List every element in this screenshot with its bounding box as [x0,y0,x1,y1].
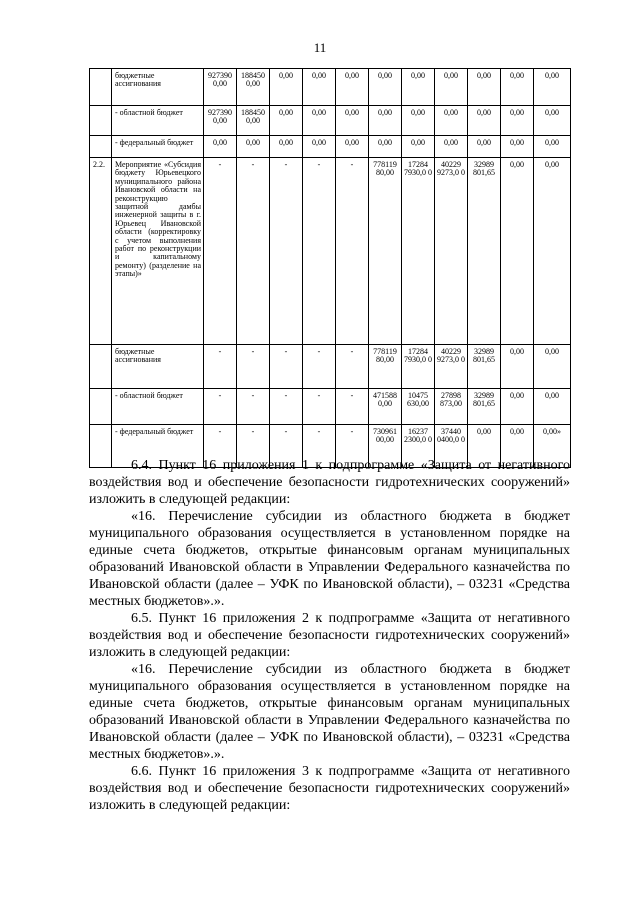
paragraph: «16. Перечисление субсидии из областного бюджета в бюджет муниципального образования осуществляется в установленном порядке на единые счета бюджетов, открытые финансовым органам муниципальных образований Ивановской области в Управлении Федерального казначейства по Ивановской области (далее – УФК по Ивановской области), – 03231 «Средства местных бюджетов».». [89,509,570,609]
value-cell: 0,00 [402,136,435,158]
value-cell: - [204,345,237,389]
row-number-cell: 2.2. [90,158,112,345]
value-cell: 0,00 [435,136,468,158]
value-cell: - [204,389,237,425]
row-description-cell: - областной бюджет [112,106,204,136]
paragraph: 6.4. Пункт 16 приложения 1 к подпрограмме «Защита от негативного воздействия вод и обеспечение безопасности гидротехнических сооружений» изложить в следующей редакции: [89,458,570,507]
value-cell: - [270,345,303,389]
paragraph: «16. Перечисление субсидии из областного бюджета в бюджет муниципального образования осуществляется в установленном порядке на единые счета бюджетов, открытые финансовым органам муниципальных образований Ивановской области в Управлении Федерального казначейства по Ивановской области (далее – УФК по Ивановской области), – 03231 «Средства местных бюджетов».». [89,662,570,762]
value-cell: - [237,389,270,425]
value-cell: 0,00 [303,69,336,106]
value-cell: 778119 80,00 [369,158,402,345]
value-cell: 0,00 [501,136,534,158]
value-cell: - [270,389,303,425]
value-cell: 0,00 [435,69,468,106]
value-cell: 32989 801,65 [468,345,501,389]
value-cell: - [237,345,270,389]
paragraph: 6.6. Пункт 16 приложения 3 к подпрограмме «Защита от негативного воздействия вод и обеспечение безопасности гидротехнических сооружений» изложить в следующей редакции: [89,764,570,813]
value-cell: 0,00 [336,69,369,106]
value-cell: 0,00 [501,69,534,106]
value-cell: 0,00 [468,106,501,136]
value-cell: 0,00 [501,106,534,136]
value-cell: 471588 0,00 [369,389,402,425]
row-description-cell: - областной бюджет [112,389,204,425]
value-cell: 0,00 [501,158,534,345]
value-cell: 778119 80,00 [369,345,402,389]
value-cell: 0,00 [468,425,501,468]
value-cell: - [237,425,270,468]
value-cell: 0,00 [270,136,303,158]
row-number-cell [90,389,112,425]
budget-table-body [90,69,571,468]
value-cell: 0,00 [336,136,369,158]
value-cell: 37440 0400,0 0 [435,425,468,468]
value-cell: 188450 0,00 [237,106,270,136]
table-row [90,106,571,136]
value-cell: 40229 9273,0 0 [435,158,468,345]
value-cell: 17284 7930,0 0 [402,345,435,389]
value-cell: 0,00 [534,136,571,158]
row-description-cell: бюджетные ассигнования [112,345,204,389]
value-cell: - [336,389,369,425]
value-cell: - [237,158,270,345]
value-cell: - [204,425,237,468]
row-description-cell: Мероприятие «Субсидия бюджету Юрьевецкого муниципального района Ивановской области на реконструкцию защитной дамбы инженерной защиты в г. Юрьевец Ивановской области (корректировку с учетом выполнения работ по реконструкции и капитальному ремонту) (разделение на этапы)» [112,158,204,345]
budget-table [89,68,571,468]
value-cell: 0,00 [336,106,369,136]
paragraph: 6.5. Пункт 16 приложения 2 к подпрограмме «Защита от негативного воздействия вод и обеспечение безопасности гидротехнических сооружений» изложить в следующей редакции: [89,611,570,660]
row-description-cell: - федеральный бюджет [112,136,204,158]
value-cell: 0,00 [468,136,501,158]
value-cell: 0,00 [534,389,571,425]
value-cell: - [270,425,303,468]
value-cell: 0,00 [534,345,571,389]
value-cell: - [336,425,369,468]
value-cell: 0,00 [303,136,336,158]
table-row [90,345,571,389]
value-cell: 0,00 [270,106,303,136]
value-cell: - [303,345,336,389]
value-cell: 188450 0,00 [237,69,270,106]
value-cell: 0,00 [402,106,435,136]
row-description-cell: - федеральный бюджет [112,425,204,468]
table-row [90,389,571,425]
value-cell: 0,00 [204,136,237,158]
value-cell: 0,00 [369,106,402,136]
value-cell: 32989 801,65 [468,158,501,345]
document-body [89,457,570,814]
value-cell: 0,00 [468,69,501,106]
value-cell: 927390 0,00 [204,106,237,136]
value-cell: - [270,158,303,345]
value-cell: - [303,158,336,345]
table-row [90,69,571,106]
table-row [90,136,571,158]
value-cell: - [336,345,369,389]
value-cell: 0,00 [534,106,571,136]
value-cell: 0,00 [237,136,270,158]
value-cell: 0,00» [534,425,571,468]
value-cell: 0,00 [501,425,534,468]
value-cell: 0,00 [369,136,402,158]
row-number-cell [90,345,112,389]
value-cell: 0,00 [501,345,534,389]
table-row [90,158,571,345]
row-number-cell [90,69,112,106]
value-cell: 17284 7930,0 0 [402,158,435,345]
row-number-cell [90,106,112,136]
value-cell: 16237 2300,0 0 [402,425,435,468]
value-cell: 10475 630,00 [402,389,435,425]
value-cell: - [303,425,336,468]
value-cell: 0,00 [402,69,435,106]
value-cell: 730961 00,00 [369,425,402,468]
value-cell: 40229 9273,0 0 [435,345,468,389]
value-cell: 0,00 [534,158,571,345]
value-cell: 0,00 [534,69,571,106]
row-number-cell [90,136,112,158]
value-cell: - [336,158,369,345]
value-cell: - [204,158,237,345]
value-cell: 27898 873,00 [435,389,468,425]
value-cell: 0,00 [435,106,468,136]
value-cell: 0,00 [270,69,303,106]
value-cell: - [303,389,336,425]
value-cell: 0,00 [369,69,402,106]
value-cell: 927390 0,00 [204,69,237,106]
page-number: 11 [313,40,327,55]
value-cell: 32989 801,65 [468,389,501,425]
value-cell: 0,00 [303,106,336,136]
value-cell: 0,00 [501,389,534,425]
row-description-cell: бюджетные ассигнования [112,69,204,106]
